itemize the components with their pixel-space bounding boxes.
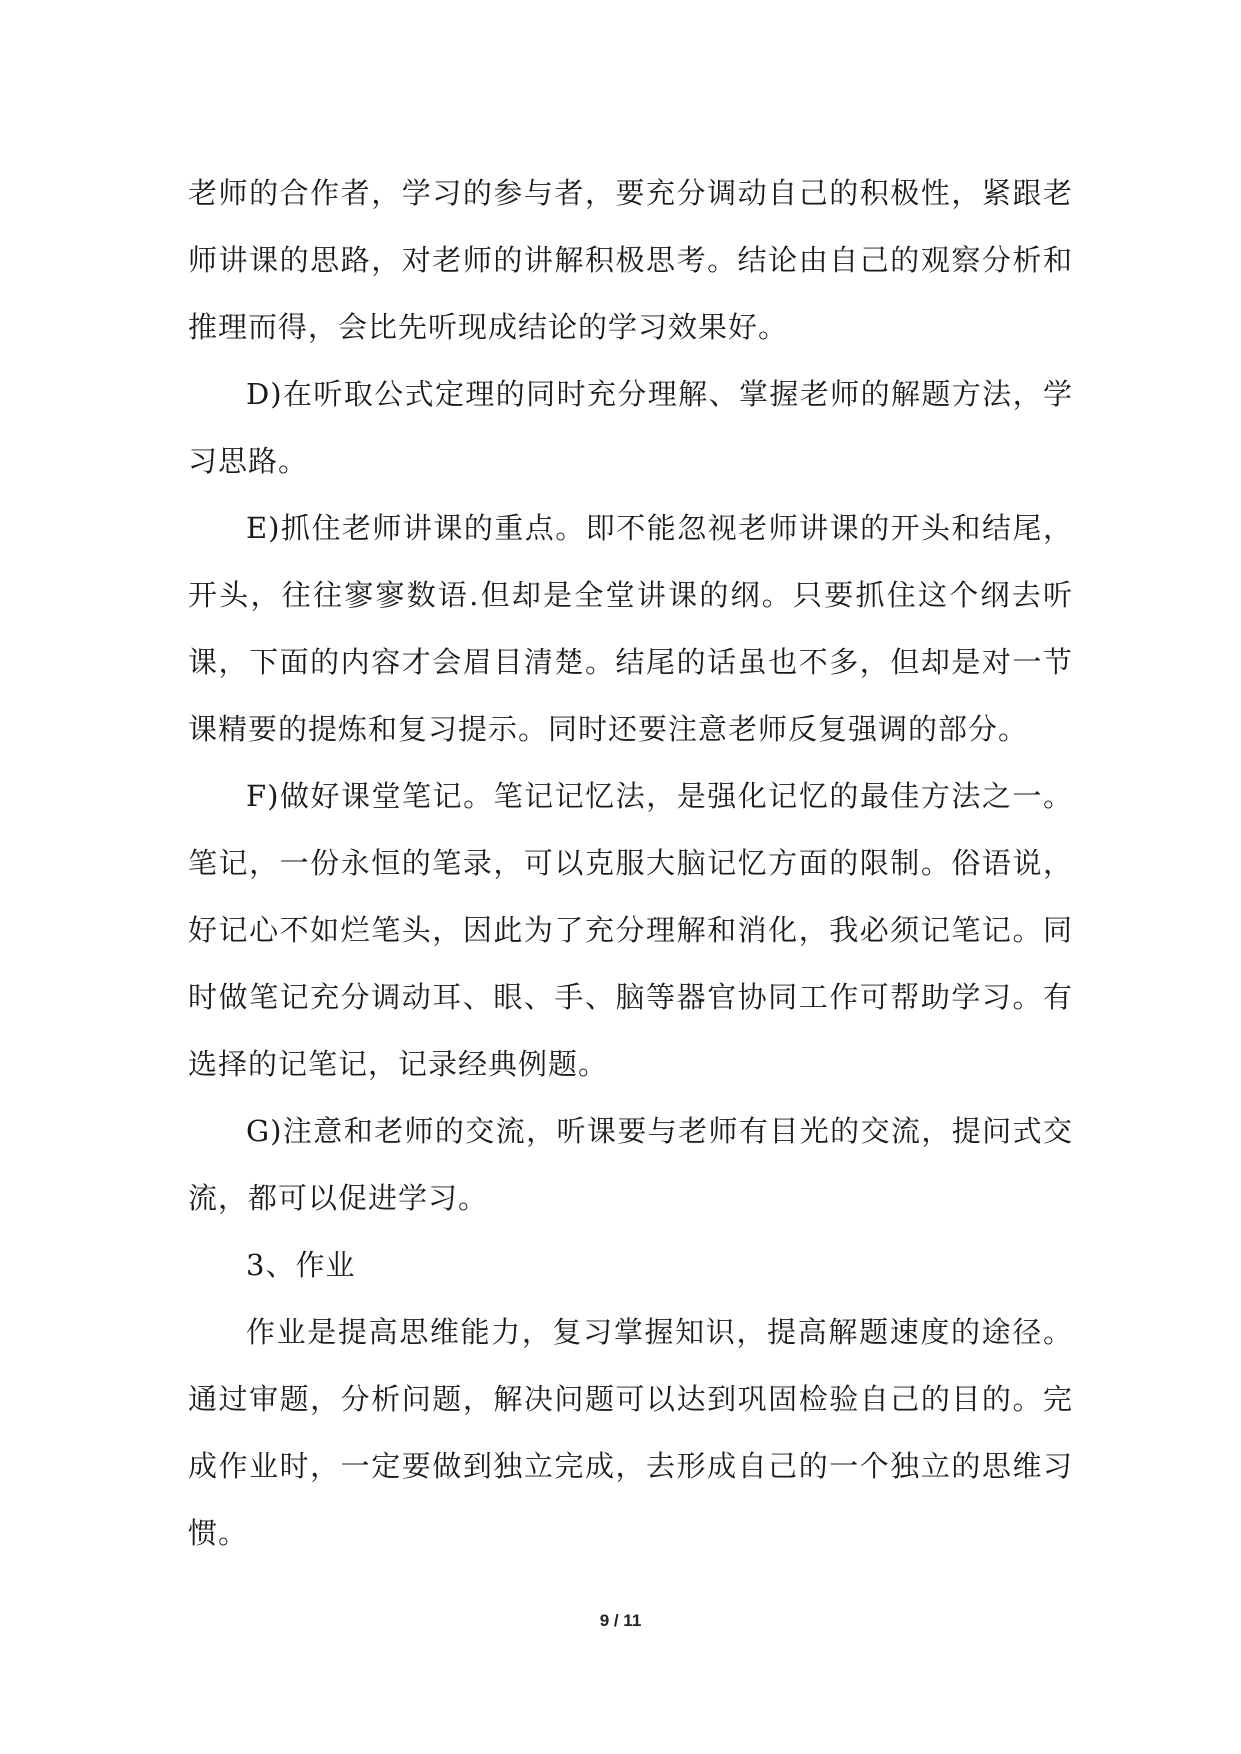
document-body xyxy=(188,160,1073,1567)
paragraph-item-g: G)注意和老师的交流，听课要与老师有目光的交流，提问式交流，都可以促进学习。 xyxy=(188,1114,1073,1215)
paragraph-homework: 作业是提高思维能力，复习掌握知识，提高解题速度的途径。通过审题，分析问题，解决问题可以达到巩固检验自己的目的。完成作业时，一定要做到独立完成，去形成自己的一个独立的思维习惯。 xyxy=(188,1315,1073,1550)
paragraph-continuation: 老师的合作者，学习的参与者，要充分调动自己的积极性，紧跟老师讲课的思路，对老师的讲解积极思考。结论由自己的观察分析和推理而得，会比先听现成结论的学习效果好。 xyxy=(188,176,1073,344)
section-heading-homework: 3、作业 xyxy=(246,1248,356,1282)
paragraph-item-d: D)在听取公式定理的同时充分理解、掌握老师的解题方法，学习思路。 xyxy=(188,377,1073,478)
paragraph-item-f: F)做好课堂笔记。笔记记忆法，是强化记忆的最佳方法之一。笔记，一份永恒的笔录，可以克服大脑记忆方面的限制。俗语说，好记心不如烂笔头，因此为了充分理解和消化，我必须记笔记。同时做笔记充分调动耳、眼、手、脑等器官协同工作可帮助学习。有选择的记笔记，记录经典例题。 xyxy=(188,779,1073,1081)
page-number: 9 / 11 xyxy=(599,1611,642,1630)
paragraph-item-e: E)抓住老师讲课的重点。即不能忽视老师讲课的开头和结尾，开头，往往寥寥数语.但却是全堂讲课的纲。只要抓住这个纲去听课，下面的内容才会眉目清楚。结尾的话虽也不多，但却是对一节课精要的提炼和复习提示。同时还要注意老师反复强调的部分。 xyxy=(188,511,1073,746)
